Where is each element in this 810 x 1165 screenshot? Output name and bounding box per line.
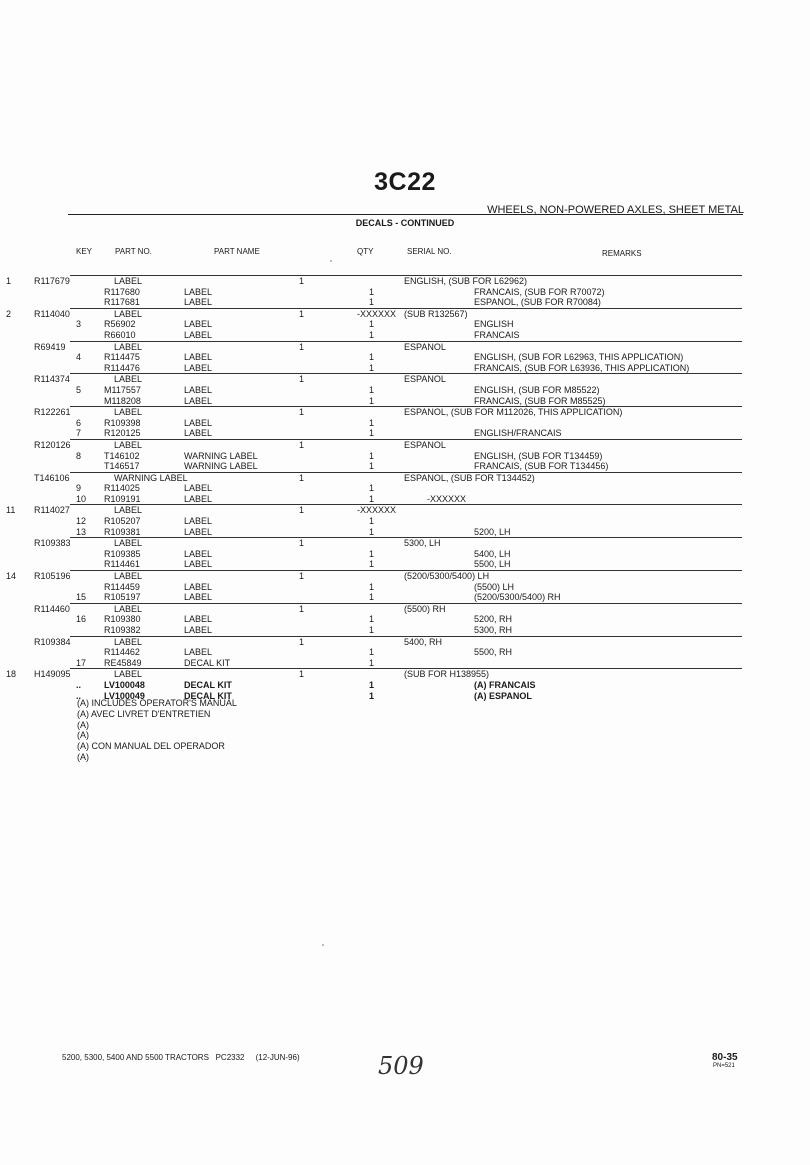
- table-row: [0, 385, 810, 396]
- row-key: 17: [76, 657, 87, 668]
- quantity: 1: [299, 374, 305, 385]
- part-name: LABEL: [184, 362, 213, 373]
- section-subtitle: WHEELS, NON-POWERED AXLES, SHEET METAL: [487, 204, 744, 216]
- table-row: [0, 297, 810, 308]
- remarks: FRANCAIS: [474, 329, 520, 340]
- part-number: LV100049: [104, 690, 145, 701]
- part-number: R109191: [104, 493, 141, 504]
- quantity: 1: [369, 384, 375, 395]
- table-row: [34, 537, 742, 549]
- header-rule: [68, 214, 743, 215]
- remarks: (5500) LH: [474, 581, 515, 592]
- column-header-part-name: PART NAME: [214, 247, 260, 256]
- remarks: 5400, RH: [404, 636, 443, 647]
- part-name: LABEL: [114, 505, 143, 516]
- remarks: 5300, RH: [474, 625, 513, 635]
- quantity: 1: [369, 286, 375, 297]
- part-number: T146106: [34, 472, 70, 483]
- footnotes: [77, 698, 237, 763]
- part-number: R120126: [34, 439, 71, 450]
- quantity: 1: [369, 548, 375, 559]
- quantity: 1: [369, 297, 375, 308]
- remarks: ENGLISH, (SUB FOR M85522): [474, 384, 600, 395]
- column-header-remarks: REMARKS: [602, 249, 642, 258]
- remarks: FRANCAIS, (SUB FOR T134456): [474, 461, 609, 472]
- part-name: LABEL: [184, 319, 213, 330]
- quantity: 1: [299, 571, 305, 582]
- part-number: R114475: [104, 352, 140, 363]
- table-row: [0, 451, 810, 462]
- quantity: 1: [369, 657, 375, 668]
- part-number: R109380: [104, 614, 141, 625]
- part-number: RE45849: [104, 657, 142, 668]
- part-name: LABEL: [184, 526, 213, 537]
- row-key: 6: [76, 417, 82, 428]
- part-number: R117680: [104, 286, 140, 297]
- remarks: (5200/5300/5400) LH: [404, 571, 490, 582]
- table-row: [0, 647, 810, 658]
- part-number: R122261: [34, 407, 71, 418]
- remarks: ENGLISH, (SUB FOR L62963, THIS APPLICATION): [474, 352, 684, 363]
- part-name: LABEL: [114, 669, 143, 680]
- row-key: 11: [6, 505, 16, 516]
- remarks: FRANCAIS, (SUB FOR M85525): [474, 395, 606, 406]
- row-key: 14: [6, 571, 17, 582]
- part-name: DECAL KIT: [184, 657, 231, 668]
- remarks: ENGLISH, (SUB FOR L62962): [404, 276, 528, 286]
- table-row: [0, 680, 810, 691]
- quantity: 1: [369, 428, 375, 439]
- row-key: 7: [76, 428, 82, 439]
- table-row: [0, 582, 810, 593]
- part-number: R114027: [34, 505, 70, 516]
- table-row: [0, 658, 810, 669]
- footnote-line: (A) CON MANUAL DEL OPERADOR: [77, 741, 225, 752]
- table-row: [6, 275, 742, 287]
- part-name: LABEL: [184, 647, 213, 658]
- part-number: R109384: [34, 636, 71, 647]
- remarks: 5300, LH: [404, 538, 441, 549]
- part-number: R69419: [34, 341, 66, 352]
- part-name: LABEL: [114, 439, 143, 450]
- part-name: LABEL: [184, 352, 213, 363]
- table-row: [0, 527, 810, 538]
- part-name: LABEL: [184, 493, 213, 504]
- remarks: (5500) RH: [404, 603, 446, 614]
- quantity: 1: [369, 526, 375, 537]
- part-name: LABEL: [114, 308, 143, 319]
- row-key: 18: [6, 669, 17, 680]
- table-row: [0, 494, 810, 505]
- quantity: 1: [369, 483, 375, 494]
- footnote-line: (A): [77, 730, 89, 741]
- table-row: [0, 625, 810, 636]
- table-row: [0, 549, 810, 560]
- quantity: 1: [299, 636, 305, 647]
- table-row: [34, 373, 742, 385]
- part-number: R109383: [34, 538, 71, 549]
- part-number: T146517: [104, 461, 140, 472]
- quantity: 1: [369, 581, 375, 592]
- part-name: LABEL: [184, 559, 213, 570]
- part-name: LABEL: [184, 483, 213, 494]
- quantity: 1: [369, 614, 375, 625]
- remarks: (5200/5300/5400) RH: [474, 592, 561, 603]
- remarks: FRANCAIS, (SUB FOR L63936, THIS APPLICATION): [474, 362, 690, 373]
- part-name: LABEL: [184, 286, 213, 297]
- part-number: H149095: [34, 669, 71, 680]
- part-number: R109381: [104, 526, 141, 537]
- table-row: [6, 570, 742, 582]
- quantity: 1: [299, 603, 305, 614]
- remarks: ESPANOL, (SUB FOR T134452): [404, 472, 535, 483]
- part-number: R120125: [104, 428, 141, 439]
- part-number: R114459: [104, 581, 140, 592]
- remarks: (A) ESPANOL: [474, 690, 532, 701]
- footer-model-info: 5200, 5300, 5400 AND 5500 TRACTORS PC2332 (12-JUN-96): [62, 1053, 300, 1062]
- part-number: LV100048: [104, 679, 145, 690]
- quantity: 1: [369, 679, 375, 690]
- table-row: [0, 363, 810, 374]
- remarks: 5200, LH: [474, 526, 511, 537]
- section-heading: DECALS - CONTINUED: [355, 218, 455, 228]
- quantity: 1: [299, 505, 305, 516]
- quantity: 1: [299, 341, 305, 352]
- table-row: [6, 308, 742, 320]
- part-number: R66010: [104, 329, 136, 340]
- remarks: ENGLISH, (SUB FOR T134459): [474, 450, 603, 461]
- part-number: R114476: [104, 362, 140, 373]
- row-key: 16: [76, 614, 87, 625]
- serial-number: -XXXXXX: [427, 493, 467, 504]
- quantity: 1: [369, 352, 375, 363]
- column-header-qty: QTY: [357, 247, 374, 256]
- part-name: LABEL: [114, 538, 143, 549]
- table-row: [0, 614, 810, 625]
- column-header-key: KEY: [76, 247, 93, 256]
- serial-number: -XXXXXX: [357, 308, 397, 319]
- table-row: [0, 319, 810, 330]
- part-number: R56902: [104, 319, 136, 330]
- footnote-line: (A) AVEC LIVRET D'ENTRETIEN: [77, 708, 211, 719]
- row-key: 15: [76, 592, 87, 603]
- remarks: ENGLISH/FRANCAIS: [474, 428, 562, 439]
- part-name: DECAL KIT: [184, 679, 232, 690]
- remarks: 5500, LH: [474, 559, 511, 570]
- quantity: 1: [299, 472, 305, 483]
- row-key: 9: [76, 483, 82, 494]
- part-name: LABEL: [184, 297, 213, 308]
- remarks: 5500, RH: [474, 647, 513, 658]
- table-row: [0, 396, 810, 407]
- table-row: [0, 418, 810, 429]
- quantity: 1: [299, 669, 305, 680]
- scan-speck: [330, 260, 332, 262]
- quantity: 1: [299, 276, 305, 286]
- part-number: R105207: [104, 516, 141, 527]
- row-key: 4: [76, 352, 82, 363]
- row-key: 2: [6, 308, 12, 319]
- quantity: 1: [369, 319, 375, 330]
- part-name: LABEL: [184, 428, 213, 439]
- row-key: ..: [76, 679, 82, 690]
- quantity: 1: [369, 461, 375, 472]
- table-row: [34, 406, 742, 418]
- part-number: R117681: [104, 297, 140, 308]
- part-name: LABEL: [184, 395, 213, 406]
- remarks: 5400, LH: [474, 548, 511, 559]
- table-row: [0, 287, 810, 298]
- part-name: LABEL: [114, 276, 143, 286]
- part-number: R114460: [34, 603, 70, 614]
- row-key: ..: [76, 690, 82, 701]
- quantity: 1: [369, 647, 375, 658]
- part-name: LABEL: [114, 571, 143, 582]
- part-name: LABEL: [114, 603, 143, 614]
- scan-speck: [322, 944, 324, 946]
- quantity: 1: [369, 690, 375, 701]
- part-name: LABEL: [184, 625, 213, 635]
- table-row: [34, 636, 742, 648]
- part-number: R117679: [34, 276, 70, 286]
- quantity: 1: [369, 395, 375, 406]
- row-key: 8: [76, 450, 82, 461]
- part-number: T146102: [104, 450, 140, 461]
- remarks: (SUB FOR H138955): [404, 669, 490, 680]
- quantity: 1: [369, 516, 375, 527]
- remarks: ESPANOL: [404, 341, 446, 352]
- footnote-line: (A) INCLUDES OPERATOR'S MANUAL: [77, 698, 237, 708]
- part-number: R109398: [104, 417, 141, 428]
- quantity: 1: [299, 308, 305, 319]
- part-name: LABEL: [114, 636, 143, 647]
- table-row: [0, 592, 810, 603]
- row-key: 5: [76, 384, 82, 395]
- remarks: ESPANOL, (SUB FOR M112026, THIS APPLICATION): [404, 407, 623, 418]
- footnote-line: (A): [77, 751, 89, 762]
- table-row: [0, 516, 810, 527]
- remarks: ENGLISH: [474, 319, 514, 330]
- part-name: LABEL: [184, 384, 213, 395]
- footnote-line: (A): [77, 719, 89, 730]
- part-name: WARNING LABEL: [114, 472, 188, 483]
- quantity: 1: [369, 625, 375, 635]
- remarks: (SUB R132567): [404, 308, 468, 319]
- quantity: 1: [299, 407, 305, 418]
- quantity: 1: [369, 417, 375, 428]
- part-name: LABEL: [114, 407, 143, 418]
- quantity: 1: [369, 450, 375, 461]
- quantity: 1: [369, 592, 375, 603]
- parts-table: [0, 275, 810, 701]
- part-name: DECAL KIT: [184, 690, 232, 701]
- part-number: M118208: [104, 395, 141, 406]
- column-header-serial-no: SERIAL NO.: [407, 247, 452, 256]
- part-name: LABEL: [184, 581, 213, 592]
- part-number: R114462: [104, 647, 140, 658]
- table-row: [34, 439, 742, 451]
- pn-code: PN=521: [713, 1063, 735, 1069]
- remarks: ESPANOL, (SUB FOR R70084): [474, 297, 601, 308]
- remarks: FRANCAIS, (SUB FOR R70072): [474, 286, 605, 297]
- table-row: [6, 504, 742, 516]
- part-name: LABEL: [184, 417, 213, 428]
- part-name: LABEL: [114, 341, 143, 352]
- quantity: 1: [369, 362, 375, 373]
- quantity: 1: [369, 329, 375, 340]
- part-name: LABEL: [114, 374, 143, 385]
- table-row: [6, 668, 742, 680]
- part-name: LABEL: [184, 548, 213, 559]
- table-row: [0, 352, 810, 363]
- remarks: 5200, RH: [474, 614, 513, 625]
- part-number: R114025: [104, 483, 140, 494]
- part-name: WARNING LABEL: [184, 461, 258, 472]
- part-name: LABEL: [184, 592, 213, 603]
- row-key: 1: [6, 276, 12, 286]
- column-header-part-no: PART NO.: [115, 247, 152, 256]
- table-row: [0, 483, 810, 494]
- remarks: ESPANOL: [404, 439, 446, 450]
- part-number: M117557: [104, 384, 141, 395]
- table-row: [0, 330, 810, 341]
- table-row: [0, 461, 810, 472]
- table-row: [34, 603, 742, 615]
- part-number: R105197: [104, 592, 141, 603]
- page-title: 3C22: [374, 168, 436, 196]
- quantity: 1: [369, 493, 375, 504]
- table-row: [0, 428, 810, 439]
- row-key: 10: [76, 493, 87, 504]
- part-number: R109385: [104, 548, 141, 559]
- remarks: (A) FRANCAIS: [474, 679, 536, 690]
- remarks: ESPANOL: [404, 374, 446, 385]
- part-number: R114040: [34, 308, 70, 319]
- part-name: WARNING LABEL: [184, 450, 258, 461]
- row-key: 13: [76, 526, 87, 537]
- table-row: [34, 472, 742, 484]
- quantity: 1: [299, 439, 305, 450]
- serial-number: -XXXXXX: [357, 505, 397, 516]
- part-number: R109382: [104, 625, 141, 635]
- part-name: LABEL: [184, 516, 213, 527]
- table-row: [0, 559, 810, 570]
- quantity: 1: [369, 559, 375, 570]
- part-number: R105196: [34, 571, 71, 582]
- part-number: R114461: [104, 559, 140, 570]
- row-key: 12: [76, 516, 87, 527]
- part-number: R114374: [34, 374, 70, 385]
- quantity: 1: [299, 538, 305, 549]
- row-key: 3: [76, 319, 82, 330]
- page-number: 80-35: [712, 1052, 738, 1063]
- handwritten-page-mark: 509: [378, 1052, 424, 1080]
- part-name: LABEL: [184, 329, 213, 340]
- part-name: LABEL: [184, 614, 213, 625]
- table-row: [34, 341, 742, 353]
